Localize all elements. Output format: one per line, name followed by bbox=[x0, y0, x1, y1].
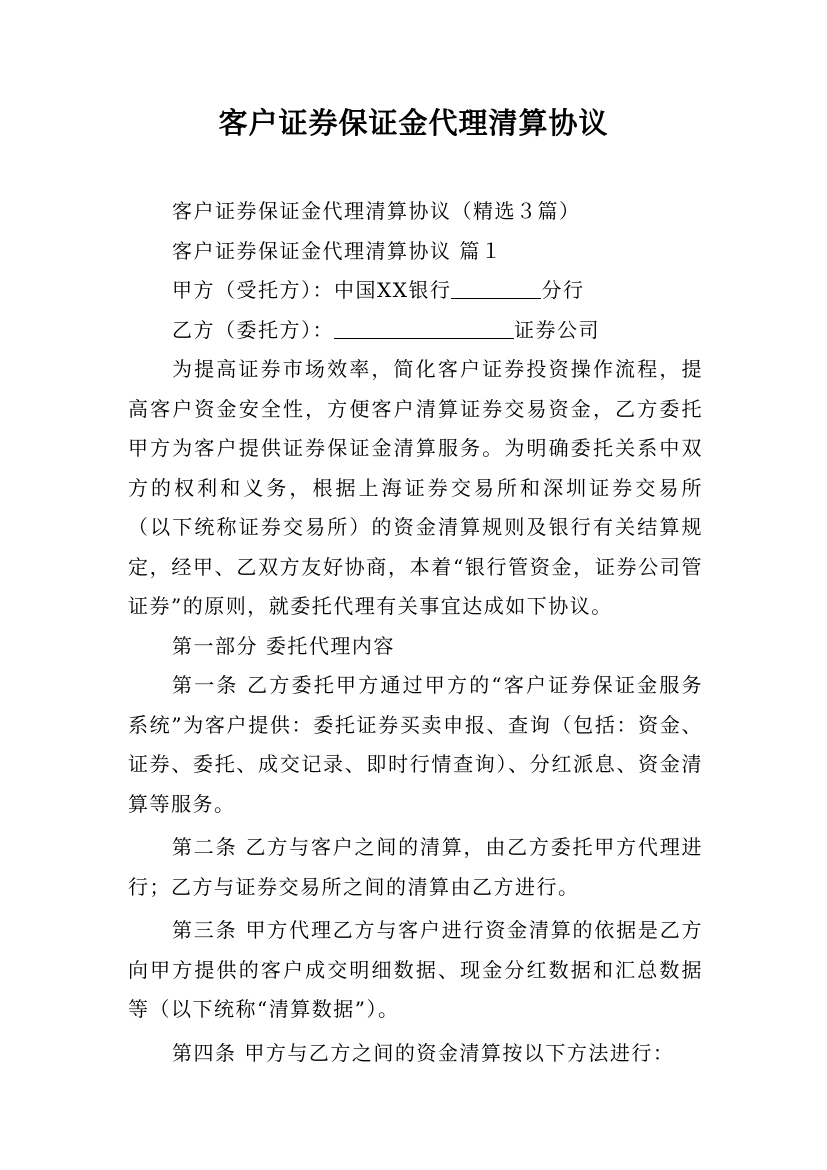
article-2: 第二条 乙方与客户之间的清算，由乙方委托甲方代理进行；乙方与证券交易所之间的清算由乙方进行。 bbox=[128, 835, 703, 899]
article-3: 第三条 甲方代理乙方与客户进行资金清算的依据是乙方向甲方提供的客户成交明细数据、现金分红数据和汇总数据等（以下统称“清算数据”）。 bbox=[128, 918, 703, 1021]
party-a-suffix: 分行 bbox=[541, 278, 585, 302]
party-a-prefix: 甲方（受托方）：中国XX银行 bbox=[172, 278, 452, 302]
article-4: 第四条 甲方与乙方之间的资金清算按以下方法进行： bbox=[172, 1040, 675, 1065]
party-b-blank bbox=[334, 337, 514, 339]
article-1: 第一条 乙方委托甲方通过甲方的“客户证券保证金服务系统”为客户提供：委托证券买卖申报、查询（包括：资金、证券、委托、成交记录、即时行情查询）、分红派息、资金清算等服务。 bbox=[128, 673, 703, 816]
party-a-blank bbox=[451, 297, 541, 299]
document-body bbox=[128, 192, 703, 1073]
party-b-prefix: 乙方（委托方）： bbox=[172, 317, 334, 342]
document-title: 客户证券保证金代理清算协议 bbox=[218, 106, 609, 140]
party-a-line bbox=[128, 271, 703, 311]
section-one-heading: 第一部分 委托代理内容 bbox=[172, 633, 395, 658]
preamble-paragraph: 为提高证券市场效率，简化客户证券投资操作流程，提高客户资金安全性，方便客户清算证券交易资金，乙方委托甲方为客户提供证券保证金清算服务。为明确委托关系中双方的权利和义务，根据上海证券交易所和深圳证券交易所（以下统称证券交易所）的资金清算规则及银行有关结算规定，经甲、乙双方友好协商，本着“银行管资金，证券公司管证券”的原则，就委托代理有关事宜达成如下协议。 bbox=[128, 357, 703, 618]
subtitle: 客户证券保证金代理清算协议（精选３篇） bbox=[172, 199, 581, 223]
party-b-line bbox=[128, 311, 703, 351]
part-heading: 客户证券保证金代理清算协议 篇１ bbox=[172, 238, 503, 263]
party-b-suffix: 证券公司 bbox=[514, 317, 600, 342]
